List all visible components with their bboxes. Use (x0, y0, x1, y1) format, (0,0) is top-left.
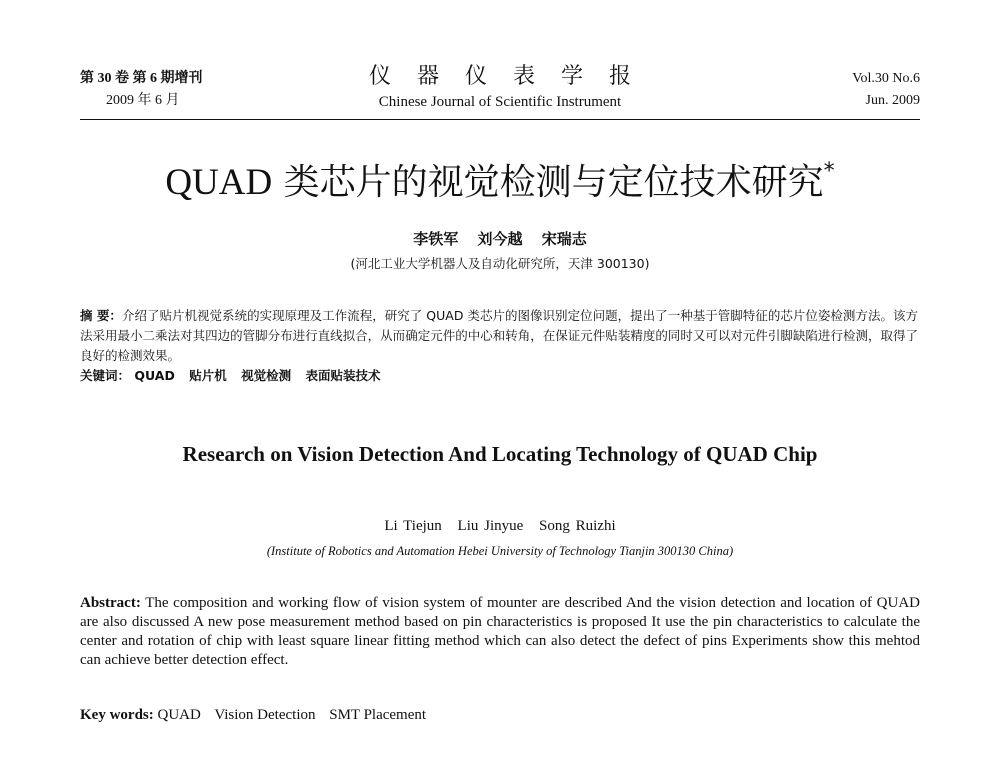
abstract-en-text: The composition and working flow of vision system of mounter are described And the vision detection and location of QUAD are also discussed A new pose measurement method based on pin characteristics is proposed It use the pin characteristics to calculate the center and rotation of chip with least square linear fitting method which can also detect the defect of pins Experiments show this mehtod can achieve better detection effect. (80, 595, 920, 668)
keyword-cn-item: QUAD (134, 368, 175, 383)
keyword-cn-item: 视觉检测 (241, 368, 292, 383)
title-footnote-mark: * (823, 159, 835, 184)
abstract-en (80, 594, 920, 670)
volume-issue-en: Vol.30 No.6 (852, 71, 920, 86)
abstract-cn-label: 摘 要： (80, 308, 122, 323)
keyword-cn-item: 表面贴装技术 (305, 368, 381, 383)
title-cn-latin: QUAD (165, 162, 273, 203)
date-cn: 2009 年 6 月 (106, 93, 180, 108)
authors-en (0, 516, 1000, 536)
keyword-en-item: SMT Placement (329, 707, 427, 723)
keyword-en-item: Vision Detection (214, 707, 316, 723)
header-rule (80, 119, 920, 120)
authors-cn: 李铁军 刘今越 宋瑞志 (413, 230, 587, 248)
paper-title-cn (0, 160, 1000, 206)
header-center (80, 62, 920, 112)
author-en: Li Tiejun (384, 518, 442, 534)
header-right (852, 68, 920, 112)
journal-header (80, 64, 920, 124)
date-en: Jun. 2009 (865, 93, 920, 108)
author-en: Liu Jinyue (457, 518, 524, 534)
keywords-en (80, 706, 920, 725)
volume-issue-cn: 第 30 卷 第 6 期增刊 (80, 71, 203, 86)
keywords-en-label: Key words: (80, 707, 154, 723)
abstract-cn (80, 306, 918, 366)
abstract-en-label: Abstract: (80, 595, 141, 611)
author-en: Song Ruizhi (539, 518, 616, 534)
journal-name-en: Chinese Journal of Scientific Instrument (378, 94, 622, 110)
keywords-cn-label: 关键词： (80, 368, 131, 383)
abstract-cn-text: 介绍了贴片机视觉系统的实现原理及工作流程，研究了 QUAD 类芯片的图像识别定位问题，提出了一种基于管脚特征的芯片位姿检测方法。该方法采用最小二乘法对其四边的管脚分布进行直线拟合，从而确定元件的中心和转角，在保证元件贴装精度的同时又可以对元件引脚缺陷进行检测，取得了良好的检测效果。 (80, 308, 918, 363)
paper-title-en: Research on Vision Detection And Locating Technology of QUAD Chip (182, 442, 818, 466)
affiliation-cn: (河北工业大学机器人及自动化研究所，天津 300130) (350, 256, 650, 271)
affiliation-en: (Institute of Robotics and Automation Hebei University of Technology Tianjin 300130 China) (266, 544, 734, 558)
keyword-en-item: QUAD (157, 707, 201, 723)
keywords-cn (80, 366, 918, 386)
journal-name-cn: 仪器仪表学报 (368, 64, 657, 89)
keyword-cn-item: 贴片机 (189, 368, 227, 383)
title-cn-text: 类芯片的视觉检测与定位技术研究 (272, 162, 824, 203)
